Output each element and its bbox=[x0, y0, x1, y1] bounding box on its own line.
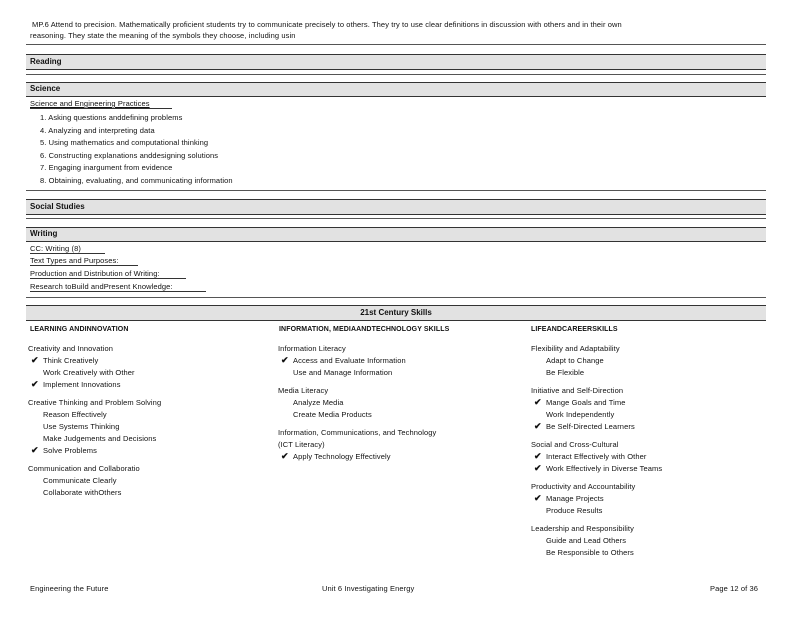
divider bbox=[26, 218, 766, 219]
life-career-skill-item: Mange Goals and Time bbox=[546, 398, 626, 407]
life-career-group-title: Productivity and Accountability bbox=[531, 482, 636, 491]
science-practice-item: 1. Asking questions anddefining problems bbox=[40, 113, 183, 122]
underline bbox=[30, 291, 206, 292]
checkmark-icon: ✔ bbox=[534, 493, 542, 503]
learning-innovation-skill-item: Work Creatively with Other bbox=[43, 368, 135, 377]
learning-innovation-skill-item: Implement Innovations bbox=[43, 380, 121, 389]
col1-header: LEARNING ANDINNOVATION bbox=[30, 326, 129, 333]
learning-innovation-skill-item: Collaborate withOthers bbox=[43, 488, 122, 497]
mp6-line-1: MP.6 Attend to precision. Mathematically proficient students try to communicate precisely to others. They try to use clear definitions in discussion with others and in their own bbox=[32, 20, 622, 29]
social-studies-section-header bbox=[26, 199, 766, 215]
science-practice-item: 4. Analyzing and interpreting data bbox=[40, 125, 155, 135]
info-media-tech-group-title-cont: (ICT Literacy) bbox=[278, 440, 325, 449]
checkmark-icon: ✔ bbox=[31, 445, 39, 455]
info-media-tech-group-title: Media Literacy bbox=[278, 386, 329, 395]
life-career-skill-item: Be Flexible bbox=[546, 368, 585, 377]
info-media-tech-group-title: Information, Communications, and Technology bbox=[278, 428, 437, 437]
life-career-skill-item: Adapt to Change bbox=[546, 356, 604, 365]
checkmark-icon: ✔ bbox=[281, 355, 289, 365]
reading-section-header bbox=[26, 54, 766, 70]
learning-innovation-skill-item: Think Creatively bbox=[43, 356, 99, 365]
info-media-tech-skill-item: Access and Evaluate Information bbox=[293, 356, 406, 365]
writing-standard-item: Production and Distribution of Writing: bbox=[30, 269, 160, 278]
divider bbox=[26, 297, 766, 298]
learning-innovation-group-title: Communication and Collaboratio bbox=[28, 464, 140, 473]
checkmark-icon: ✔ bbox=[534, 451, 542, 461]
info-media-tech-skill-item: Apply Technology Effectively bbox=[293, 452, 391, 461]
divider bbox=[26, 74, 766, 75]
writing-label: Writing bbox=[30, 229, 58, 238]
writing-section-header bbox=[26, 227, 766, 242]
writing-standard-item: Text Types and Purposes: bbox=[30, 256, 119, 265]
footer-left: Engineering the Future bbox=[30, 584, 109, 593]
learning-innovation-skill-item: Reason Effectively bbox=[43, 410, 107, 419]
social-studies-label: Social Studies bbox=[30, 202, 85, 211]
reading-label: Reading bbox=[30, 57, 62, 66]
checkmark-icon: ✔ bbox=[31, 355, 39, 365]
col2-header: INFORMATION, MEDIAANDTECHNOLOGY SKILLS bbox=[279, 326, 450, 333]
century-skills-header bbox=[26, 305, 766, 321]
learning-innovation-skill-item: Use Systems Thinking bbox=[43, 422, 120, 431]
life-career-group-title: Flexibility and Adaptability bbox=[531, 344, 620, 353]
underline bbox=[30, 108, 172, 109]
life-career-skill-item: Work Effectively in Diverse Teams bbox=[546, 464, 663, 473]
life-career-group-title: Initiative and Self-Direction bbox=[531, 386, 624, 395]
info-media-tech-skill-item: Use and Manage Information bbox=[293, 368, 393, 377]
checkmark-icon: ✔ bbox=[534, 421, 542, 431]
century-skills-label: 21st Century Skills bbox=[360, 308, 432, 317]
science-practice-item: 7. Engaging inargument from evidence bbox=[40, 163, 173, 173]
mp6-line-2: reasoning. They state the meaning of the symbols they choose, including usin bbox=[30, 31, 296, 40]
science-label: Science bbox=[30, 84, 61, 93]
checkmark-icon: ✔ bbox=[534, 397, 542, 407]
writing-standard-item: Research toBuild andPresent Knowledge: bbox=[30, 282, 173, 291]
checkmark-icon: ✔ bbox=[31, 379, 39, 389]
underline bbox=[30, 278, 186, 279]
science-practice-item: 5. Using mathematics and computational thinking bbox=[40, 138, 209, 148]
checkmark-icon: ✔ bbox=[534, 463, 542, 473]
life-career-skill-item: Guide and Lead Others bbox=[546, 536, 627, 545]
life-career-group-title: Social and Cross-Cultural bbox=[531, 440, 619, 449]
science-practice-item: 8. Obtaining, evaluating, and communicating information bbox=[40, 176, 233, 185]
writing-standard-item: CC: Writing (8) bbox=[30, 244, 81, 253]
footer-page-number: Page 12 of 36 bbox=[710, 584, 759, 593]
life-career-group-title: Leadership and Responsibility bbox=[531, 524, 634, 533]
life-career-skill-item: Manage Projects bbox=[546, 494, 604, 503]
info-media-tech-skill-item: Create Media Products bbox=[293, 410, 372, 419]
science-practices-heading: Science and Engineering Practices bbox=[30, 99, 150, 108]
learning-innovation-skill-item: Communicate Clearly bbox=[43, 476, 117, 485]
life-career-skill-item: Interact Effectively with Other bbox=[546, 452, 647, 461]
footer-center: Unit 6 Investigating Energy bbox=[322, 584, 415, 593]
info-media-tech-skill-item: Analyze Media bbox=[293, 398, 344, 407]
learning-innovation-skill-item: Make Judgements and Decisions bbox=[43, 434, 157, 443]
learning-innovation-group-title: Creative Thinking and Problem Solving bbox=[28, 398, 162, 407]
underline bbox=[30, 253, 105, 254]
life-career-skill-item: Be Responsible to Others bbox=[546, 548, 634, 557]
life-career-skill-item: Produce Results bbox=[546, 506, 603, 515]
science-practice-item: 6. Constructing explanations anddesigning solutions bbox=[40, 150, 219, 160]
divider bbox=[26, 190, 766, 191]
info-media-tech-group-title: Information Literacy bbox=[278, 344, 346, 353]
life-career-skill-item: Be Self-Directed Learners bbox=[546, 422, 635, 431]
divider bbox=[26, 44, 766, 45]
underline bbox=[30, 265, 138, 266]
checkmark-icon: ✔ bbox=[281, 451, 289, 461]
science-section-header bbox=[26, 82, 766, 97]
learning-innovation-skill-item: Solve Problems bbox=[43, 446, 97, 455]
learning-innovation-group-title: Creativity and Innovation bbox=[28, 344, 114, 353]
life-career-skill-item: Work Independently bbox=[546, 410, 615, 419]
col3-header: LIFEANDCAREERSKILLS bbox=[531, 326, 618, 333]
